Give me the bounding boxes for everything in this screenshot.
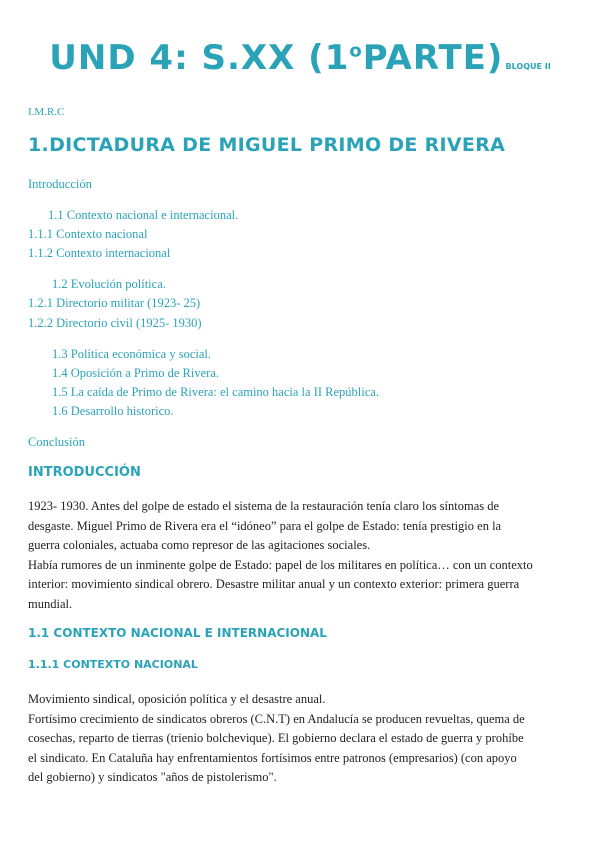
author-initials: I.M.R.C (28, 106, 65, 118)
toc-item-introduccion[interactable]: Introducción (28, 177, 92, 191)
section-1-1-1-heading: 1.1.1 CONTEXTO NACIONAL (28, 658, 198, 671)
intro-line: guerra coloniales, actuaba como represor de las agitaciones sociales. (28, 538, 371, 552)
toc-item-1-6[interactable]: 1.6 Desarrollo historico. (52, 404, 174, 418)
section-1-1-heading: 1.1 CONTEXTO NACIONAL E INTERNACIONAL (28, 626, 327, 640)
intro-line: 1923- 1930. Antes del golpe de estado el sistema de la restauración tenía claro los síntomas de (28, 499, 500, 513)
section-1-title: DICTADURA DE MIGUEL PRIMO DE RIVERA (49, 134, 506, 156)
title-main: UND 4: S.XX (1 (49, 38, 350, 78)
intro-paragraph (28, 497, 576, 614)
section-1-dot: . (41, 134, 50, 156)
section-1-1-1-paragraph (28, 690, 576, 788)
section-1-number: 1 (28, 134, 42, 156)
toc-item-1-2-2[interactable]: 1.2.2 Directorio civil (1925- 1930) (28, 316, 202, 330)
section-1-1-1-line: del gobierno) y sindicatos "años de pistolerismo". (28, 770, 277, 784)
intro-heading: INTRODUCCIÓN (28, 465, 141, 480)
section-1-heading (28, 134, 505, 156)
toc-item-1-1[interactable]: 1.1 Contexto nacional e internacional. (48, 208, 239, 222)
toc-item-1-2-1[interactable]: 1.2.1 Directorio militar (1923- 25) (28, 296, 201, 310)
title-superscript: o (349, 40, 363, 62)
section-1-1-1-line: el sindicato. En Cataluña hay enfrentamientos fortísimos entre patronos (empresarios) (con apoyo (28, 750, 517, 765)
section-1-1-1-line: cosechas, reparto de tierras (trienio bolchevique). El gobierno declara el estado de guerra y prohíbe (28, 731, 524, 745)
title-rest: PARTE) (362, 38, 504, 78)
toc-item-1-5[interactable]: 1.5 La caída de Primo de Rivera: el camino hacia la II República. (52, 385, 379, 399)
toc-item-1-2[interactable]: 1.2 Evolución política. (52, 277, 166, 291)
intro-line: interior: movimiento sindical obrero. Desastre militar anual y un contexto exterior: primera guerra (28, 577, 520, 591)
toc-item-1-4[interactable]: 1.4 Oposición a Primo de Rivera. (52, 366, 219, 380)
toc-item-1-1-1[interactable]: 1.1.1 Contexto nacional (28, 227, 148, 241)
page-title (0, 38, 600, 78)
section-1-1-1-line: Movimiento sindical, oposición política y el desastre anual. (28, 692, 326, 706)
intro-line: desgaste. Miguel Primo de Rivera era el “idóneo” para el golpe de Estado: tenía prestigio en la (28, 518, 502, 533)
title-bloque: BLOQUE II (505, 62, 551, 71)
intro-line: mundial. (28, 596, 73, 611)
toc-item-conclusion[interactable]: Conclusión (28, 435, 85, 449)
toc-item-1-1-2[interactable]: 1.1.2 Contexto internacional (28, 246, 171, 260)
toc-item-1-3[interactable]: 1.3 Política económica y social. (52, 347, 211, 361)
section-1-1-1-line: Fortísimo crecimiento de sindicatos obreros (C.N.T) en Andalucía se producen revueltas, quema de (28, 711, 525, 726)
intro-line: Había rumores de un inminente golpe de Estado: papel de los militares en política… con un contexto (28, 557, 533, 572)
